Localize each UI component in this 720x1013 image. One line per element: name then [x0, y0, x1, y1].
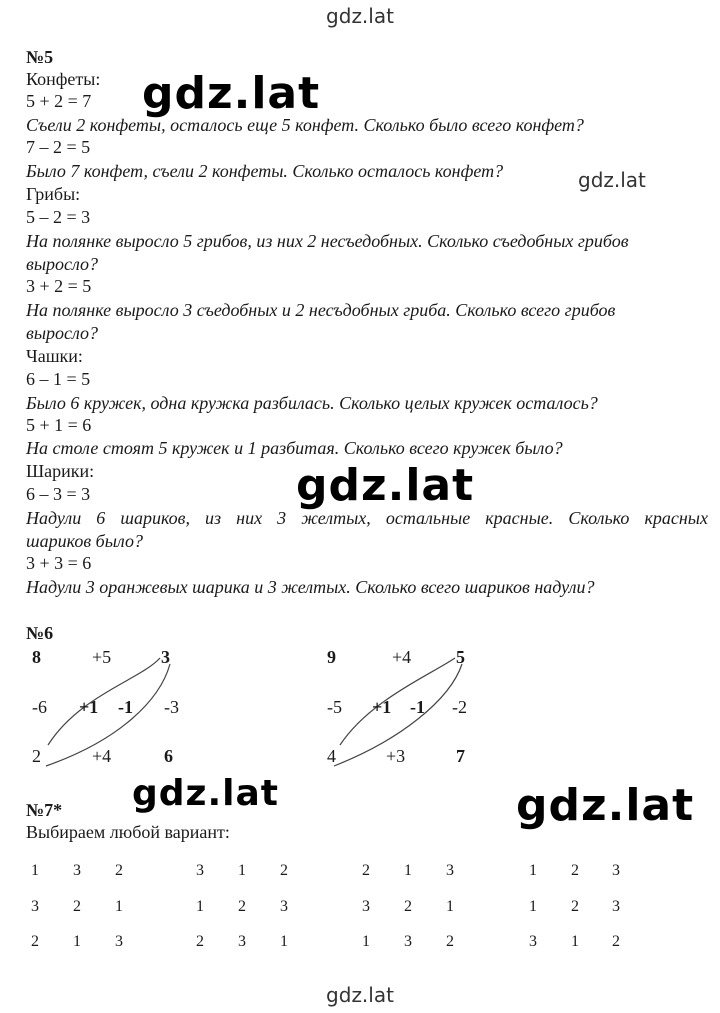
grid-cell: 3	[238, 933, 246, 950]
diagram1-center-op-2: -1	[118, 697, 133, 717]
watermark-bottom: gdz.lat	[326, 983, 394, 1007]
word-problem: На полянке выросло 5 грибов, из них 2 несъедобных. Сколько съедобных грибов	[26, 231, 629, 251]
diagram1-top-right: 3	[161, 647, 170, 667]
grid-cell: 2	[362, 862, 370, 879]
task6-number: №6	[26, 623, 54, 643]
task7-number: №7*	[26, 800, 63, 820]
grid-cell: 2	[280, 862, 288, 879]
diagram2-center-op-2: -1	[410, 697, 425, 717]
grid-cell: 3	[196, 862, 204, 879]
grid-cell: 3	[446, 862, 454, 879]
word-problem: На столе стоят 5 кружек и 1 разбитая. Сколько всего кружек было?	[26, 438, 563, 458]
watermark-small: gdz.lat	[578, 168, 646, 192]
grid-cell: 2	[238, 898, 246, 915]
watermark-large: gdz.lat	[516, 780, 695, 831]
grid-cell: 2	[571, 862, 579, 879]
equation: 3 + 3 = 6	[26, 553, 92, 573]
grid-cell: 2	[73, 898, 81, 915]
word-problem: Съели 2 конфеты, осталось еще 5 конфет. Сколько было всего конфет?	[26, 115, 584, 135]
grid-cell: 1	[362, 933, 370, 950]
diagram1-bottom-op: +4	[92, 746, 112, 766]
word-problem-cont: шариков было?	[26, 531, 143, 551]
grid-cell: 1	[446, 898, 454, 915]
word-problem-cont: выросло?	[26, 254, 99, 274]
equation: 7 – 2 = 5	[26, 137, 91, 157]
grid-cell: 3	[612, 898, 620, 915]
curve-line	[48, 658, 160, 745]
watermark-large: gdz.lat	[142, 68, 321, 119]
diagram2-center-op-1: +1	[372, 697, 392, 717]
section-title-balloons: Шарики:	[26, 461, 95, 481]
word-problem: Надули 3 оранжевых шарика и 3 желтых. Сколько всего шариков надули?	[26, 577, 595, 597]
watermark-large: gdz.lat	[296, 460, 475, 511]
grid-cell: 1	[529, 898, 537, 915]
grid-cell: 1	[404, 862, 412, 879]
grid-cell: 1	[31, 862, 39, 879]
word-problem: Было 6 кружек, одна кружка разбилась. Сколько целых кружек осталось?	[26, 393, 598, 413]
word-problem-cont: выросло?	[26, 323, 99, 343]
watermark-top: gdz.lat	[326, 4, 394, 28]
section-title-mushrooms: Грибы:	[26, 184, 81, 204]
word-problem: Надули 6 шариков, из них 3 желтых, остальные красные. Сколько красных	[26, 508, 708, 528]
diagram2-left-op: -5	[327, 697, 342, 717]
grid-cell: 2	[404, 898, 412, 915]
grid-cell: 1	[238, 862, 246, 879]
diagram1-left-op: -6	[32, 697, 47, 717]
grid-cell: 2	[196, 933, 204, 950]
grid-cell: 3	[73, 862, 81, 879]
diagram1-right-op: -3	[164, 697, 179, 717]
equation: 5 + 2 = 7	[26, 91, 92, 111]
grid-cell: 3	[404, 933, 412, 950]
grid-cell: 1	[529, 862, 537, 879]
diagram2-bottom-left: 4	[327, 746, 336, 766]
diagram2-right-op: -2	[452, 697, 467, 717]
diagram1-center-op-1: +1	[79, 697, 99, 717]
grid-cell: 2	[571, 898, 579, 915]
equation: 5 – 2 = 3	[26, 207, 91, 227]
grid-cell: 3	[115, 933, 123, 950]
grid-cell: 3	[529, 933, 537, 950]
diagram1-bottom-left: 2	[32, 746, 41, 766]
grid-cell: 2	[446, 933, 454, 950]
grid-cell: 1	[73, 933, 81, 950]
grid-cell: 1	[115, 898, 123, 915]
watermark-large: gdz.lat	[132, 773, 280, 814]
equation: 6 – 1 = 5	[26, 369, 91, 389]
diagram1-bottom-right: 6	[164, 746, 173, 766]
grid-cell: 2	[612, 933, 620, 950]
diagram2-bottom-op: +3	[386, 746, 406, 766]
equation: 5 + 1 = 6	[26, 415, 92, 435]
equation: 3 + 2 = 5	[26, 276, 92, 296]
grid-cell: 1	[571, 933, 579, 950]
word-problem: Было 7 конфет, съели 2 конфеты. Сколько осталось конфет?	[26, 161, 504, 181]
grid-cell: 3	[612, 862, 620, 879]
diagram1-top-left: 8	[32, 647, 41, 667]
diagram1-top-op: +5	[92, 647, 112, 667]
diagram2-top-right: 5	[456, 647, 465, 667]
grid-cell: 3	[280, 898, 288, 915]
diagram2-top-op: +4	[392, 647, 412, 667]
grid-cell: 3	[31, 898, 39, 915]
grid-cell: 3	[362, 898, 370, 915]
diagram2-bottom-right: 7	[456, 746, 465, 766]
grid-cell: 2	[31, 933, 39, 950]
grid-cell: 1	[280, 933, 288, 950]
equation: 6 – 3 = 3	[26, 484, 91, 504]
diagram2-top-left: 9	[327, 647, 336, 667]
section-title-candies: Конфеты:	[26, 69, 101, 89]
grid-cell: 2	[115, 862, 123, 879]
task5-number: №5	[26, 47, 54, 67]
word-problem: На полянке выросло 3 съедобных и 2 несъдобных гриба. Сколько всего грибов	[26, 300, 616, 320]
task7-subtitle: Выбираем любой вариант:	[26, 822, 230, 842]
grid-cell: 1	[196, 898, 204, 915]
section-title-cups: Чашки:	[26, 346, 83, 366]
